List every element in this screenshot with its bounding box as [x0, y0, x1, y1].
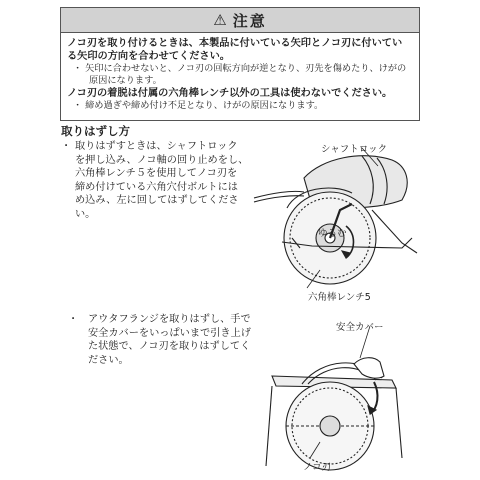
caution-text: ノコ刃を取り付けるときは、本製品に付いている矢印とノコ刃に付いてい: [67, 38, 403, 49]
step-line: た状態で、ノコ刃を取りはずしてく: [88, 341, 251, 352]
step-line: 締め付けている六角穴付ボルトには: [75, 181, 238, 193]
bullet: ・: [61, 141, 72, 152]
caution-text: る矢印の方向を合わせてください。: [67, 51, 230, 62]
callout-loosen: ゆるむ: [318, 228, 347, 239]
instruction-step-2: [68, 313, 256, 367]
caution-body: [61, 33, 419, 112]
callout-safety-cover: 安全カバー: [336, 322, 384, 333]
caution-subtext: 原因になります。: [89, 75, 162, 86]
step-line: 安全カバーをいっぱいまで引き上げ: [88, 327, 251, 339]
step-line: を押し込み、ノコ軸の回り止めをし、: [75, 154, 249, 166]
step-line: 六角棒レンチ５を使用してノコ刃を: [75, 168, 238, 179]
step-line: ださい。: [88, 354, 129, 366]
caution-box: [60, 7, 420, 121]
caution-subtext: ・ 締め過ぎや締め付け不足となり、けがの原因になります。: [73, 100, 324, 111]
caution-title: 注意: [232, 11, 267, 30]
blade-removal-illustration: [262, 318, 412, 476]
step-line: め込み、左に回してはずしてくださ: [75, 195, 239, 206]
callout-hex-wrench: 六角棒レンチ5: [308, 292, 371, 303]
step-line: い。: [75, 208, 96, 220]
instruction-step-1: [61, 140, 250, 221]
callout-shaft-lock: シャフトロック: [321, 144, 388, 155]
warning-triangle-icon: ⚠: [213, 11, 227, 29]
caution-text: ノコ刃の着脱は付属の六角棒レンチ以外の工具は使わないでください。: [67, 88, 393, 99]
section-title: 取りはずし方: [61, 124, 130, 138]
caution-header: [61, 8, 419, 33]
caution-subtext: ・ 矢印に合わせないと、ノコ刃の回転方向が逆となり、刃先を傷めたり、けがの: [73, 63, 407, 74]
step-line: 取りはずすときは、シャフトロック: [75, 141, 238, 152]
step-line: アウタフランジを取りはずし、手で: [88, 314, 251, 325]
bullet: ・: [68, 314, 79, 325]
callout-saw-blade: ノコ刃: [303, 462, 332, 473]
saw-wrench-illustration: [252, 138, 430, 298]
